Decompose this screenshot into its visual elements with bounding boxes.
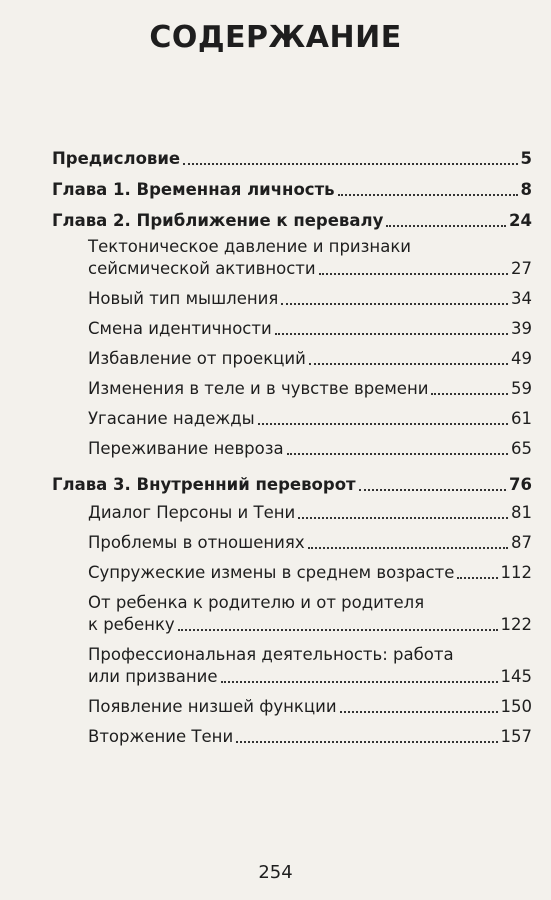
toc-entry-page: 122 — [500, 615, 532, 634]
toc-entry-page: 8 — [520, 180, 532, 199]
toc-entry-page: 150 — [500, 697, 532, 716]
toc-entry-page: 65 — [511, 439, 532, 458]
toc-entry-child-parent[interactable] — [52, 592, 532, 636]
toc-entry-fading-hope[interactable] — [52, 408, 532, 430]
toc-entry-label: Угасание надежды — [88, 409, 255, 428]
toc-entry-label: Глава 1. Временная личность — [52, 180, 335, 199]
toc-entry-label: Изменения в теле и в чувстве времени — [88, 379, 429, 398]
toc-entry-preface[interactable] — [52, 148, 532, 170]
toc-entry-label: Избавление от проекций — [88, 349, 306, 368]
toc-entry-page: 76 — [509, 475, 532, 494]
toc-entry-label-line-2: к ребенку — [88, 615, 175, 634]
toc-entry-label: Проблемы в отношениях — [88, 533, 305, 552]
toc-entry-persona-shadow[interactable] — [52, 502, 532, 524]
dot-leader — [281, 303, 508, 305]
toc-entry-page: 61 — [511, 409, 532, 428]
toc-entry-tectonic-pressure[interactable] — [52, 236, 532, 280]
toc-entry-page: 87 — [511, 533, 532, 552]
dot-leader — [308, 547, 508, 549]
dot-leader — [221, 681, 498, 683]
toc-entry-page: 5 — [520, 149, 532, 168]
toc-entry-page: 59 — [511, 379, 532, 398]
toc-entry-shadow-invasion[interactable] — [52, 726, 532, 748]
toc-entry-page: 49 — [511, 349, 532, 368]
toc-entry-label-line-2: или призвание — [88, 667, 218, 686]
toc-entry-identity-change[interactable] — [52, 318, 532, 340]
toc-entry-chapter-3[interactable] — [52, 474, 532, 496]
dot-leader — [309, 363, 508, 365]
toc-entry-label: Смена идентичности — [88, 319, 272, 338]
toc-entry-chapter-2[interactable] — [52, 210, 532, 232]
dot-leader — [338, 194, 518, 196]
toc-entry-inferior-function[interactable] — [52, 696, 532, 718]
toc-entry-page: 34 — [511, 289, 532, 308]
dot-leader — [298, 517, 508, 519]
toc-entry-label: Предисловие — [52, 149, 181, 168]
toc-entry-projections[interactable] — [52, 348, 532, 370]
toc-entry-label: Появление низшей функции — [88, 697, 337, 716]
toc-entry-label: Переживание невроза — [88, 439, 284, 458]
toc-entry-new-thinking[interactable] — [52, 288, 532, 310]
toc-entry-profession[interactable] — [52, 644, 532, 688]
toc-entry-label: Супружеские измены в среднем возрасте — [88, 563, 455, 582]
toc-entry-label-line-1: Профессиональная деятельность: работа — [88, 645, 454, 664]
dot-leader — [340, 711, 498, 713]
toc-entry-page: 24 — [509, 211, 532, 230]
toc-entry-label-line-1: Тектоническое давление и признаки — [88, 237, 412, 256]
toc-entry-page: 145 — [500, 667, 532, 686]
toc-entry-label: Вторжение Тени — [88, 727, 234, 746]
dot-leader — [359, 489, 506, 491]
toc-entry-label: Глава 3. Внутренний переворот — [52, 475, 356, 494]
table-of-contents — [52, 140, 532, 748]
toc-entry-page: 157 — [500, 727, 532, 746]
toc-entry-page: 39 — [511, 319, 532, 338]
toc-entry-chapter-1[interactable] — [52, 179, 532, 201]
toc-entry-label: Новый тип мышления — [88, 289, 279, 308]
dot-leader — [183, 163, 517, 165]
toc-entry-neurosis[interactable] — [52, 438, 532, 460]
toc-entry-page: 112 — [500, 563, 532, 582]
dot-leader — [457, 577, 497, 579]
toc-entry-label-line-1: От ребенка к родителю и от родителя — [88, 593, 425, 612]
dot-leader — [275, 333, 508, 335]
page-title: СОДЕРЖАНИЕ — [149, 20, 402, 55]
toc-entry-infidelity[interactable] — [52, 562, 532, 584]
dot-leader — [287, 453, 508, 455]
dot-leader — [386, 225, 506, 227]
toc-entry-page: 81 — [511, 503, 532, 522]
toc-entry-label-line-2: сейсмической активности — [88, 259, 316, 278]
toc-entry-label: Глава 2. Приближение к перевалу — [52, 211, 384, 230]
toc-entry-body-time[interactable] — [52, 378, 532, 400]
dot-leader — [236, 741, 497, 743]
toc-entry-relationships[interactable] — [52, 532, 532, 554]
toc-entry-page: 27 — [511, 259, 532, 278]
dot-leader — [258, 423, 508, 425]
dot-leader — [431, 393, 508, 395]
dot-leader — [319, 273, 508, 275]
dot-leader — [178, 629, 498, 631]
toc-entry-label: Диалог Персоны и Тени — [88, 503, 296, 522]
page-number: 254 — [258, 862, 293, 883]
